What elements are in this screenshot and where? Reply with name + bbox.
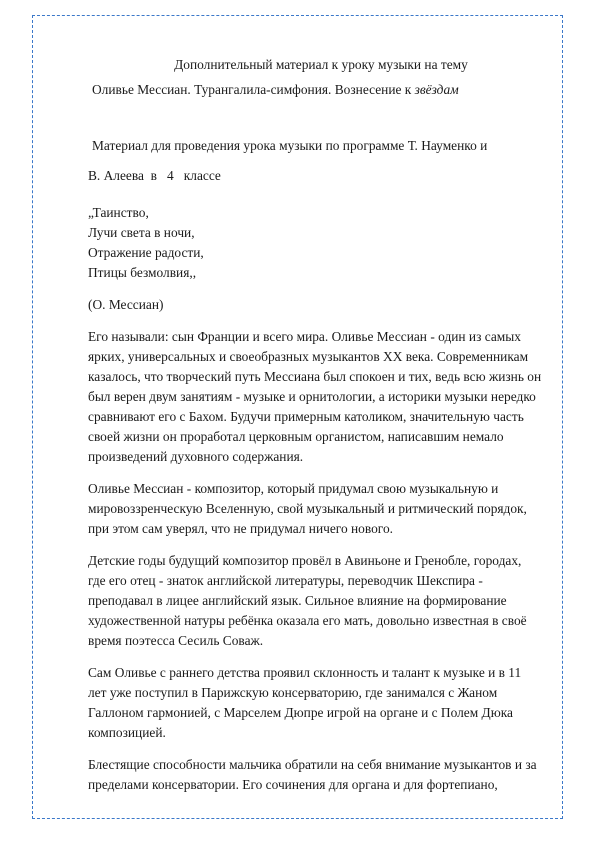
title-line-2 <box>92 80 524 100</box>
body-paragraph <box>88 663 524 743</box>
paragraph-line: произведений духовного содержания. <box>88 449 304 464</box>
paragraph-line: ярких, универсальных и своеобразных музыкантов ХХ века. Современникам <box>88 349 529 364</box>
paragraph-line: сравнивают его с Бахом. Будучи примерным католиком, значительную часть <box>88 409 524 424</box>
paragraph-line: Сам Оливье с раннего детства проявил склонность и талант к музыке и в 11 <box>88 665 522 680</box>
paragraph-line: лет уже поступил в Парижскую консерваторию, где занимался с Жаном <box>88 685 498 700</box>
body-paragraphs <box>88 327 542 795</box>
paragraph-line: Его называли: сын Франции и всего мира. Оливье Мессиан - один из самых <box>88 329 521 344</box>
paragraph-line: Галлоном гармонией, с Марселем Дюпре игрой на органе и с Полем Дюка <box>88 705 513 720</box>
program-line-1: Материал для проведения урока музыки по программе Т. Науменко и <box>92 138 488 153</box>
poem-line: „Таинство, <box>88 205 149 220</box>
paragraph-line: где его отец - знаток английской литературы, переводчик Шекспира - <box>88 573 483 588</box>
paragraph-line: пределами консерватории. Его сочинения для органа и для фортепиано, <box>88 777 498 792</box>
paragraph-line: художественной натуры ребёнка оказала его мать, довольно известная в своё <box>88 613 527 628</box>
body-paragraph <box>88 551 527 651</box>
paragraph-line: мировоззренческую Вселенную, свой музыкальный и ритмический порядок, <box>88 501 527 516</box>
paragraph-line: при этом сам уверял, что не придумал ничего нового. <box>88 521 393 536</box>
body-paragraph <box>88 479 527 539</box>
body-paragraph <box>88 755 537 795</box>
paragraph-line: время поэтесса Сесиль Соваж. <box>88 633 264 648</box>
title-line-1: Дополнительный материал к уроку музыки на тему <box>174 57 468 72</box>
poem-line: Лучи света в ночи, <box>88 225 195 240</box>
paragraph-line: казалось, что творческий путь Мессиана был спокоен и тих, ведь всю жизнь он <box>88 369 542 384</box>
title-line-2-text: Оливье Мессиан. Турангалила-симфония. Вознесение к <box>92 82 415 97</box>
paragraph-line: своей жизни он проработал церковным органистом, написавшим немало <box>88 429 504 444</box>
epigraph-poem <box>88 203 524 283</box>
paragraph-line: композицией. <box>88 725 166 740</box>
poem-line: Птицы безмолвия,, <box>88 265 197 280</box>
program-line-2: В. Алеева в 4 классе <box>88 168 221 183</box>
paragraph-line: был верен двум занятиям - музыке и орнитологии, а историки музыки нередко <box>88 389 536 404</box>
poem-line: Отражение радости, <box>88 245 204 260</box>
paragraph-line: Детские годы будущий композитор провёл в Авиньоне и Гренобле, городах, <box>88 553 522 568</box>
paragraph-line: Блестящие способности мальчика обратили на себя внимание музыкантов и за <box>88 757 537 772</box>
body-paragraph <box>88 327 542 467</box>
title-line-2-italic: звёздам <box>414 82 459 97</box>
paragraph-line: Оливье Мессиан - композитор, который придумал свою музыкальную и <box>88 481 499 496</box>
document-content <box>88 55 542 795</box>
epigraph-attribution: (О. Мессиан) <box>88 297 164 312</box>
paragraph-line: преподавал в лицее английский язык. Сильное влияние на формирование <box>88 593 507 608</box>
